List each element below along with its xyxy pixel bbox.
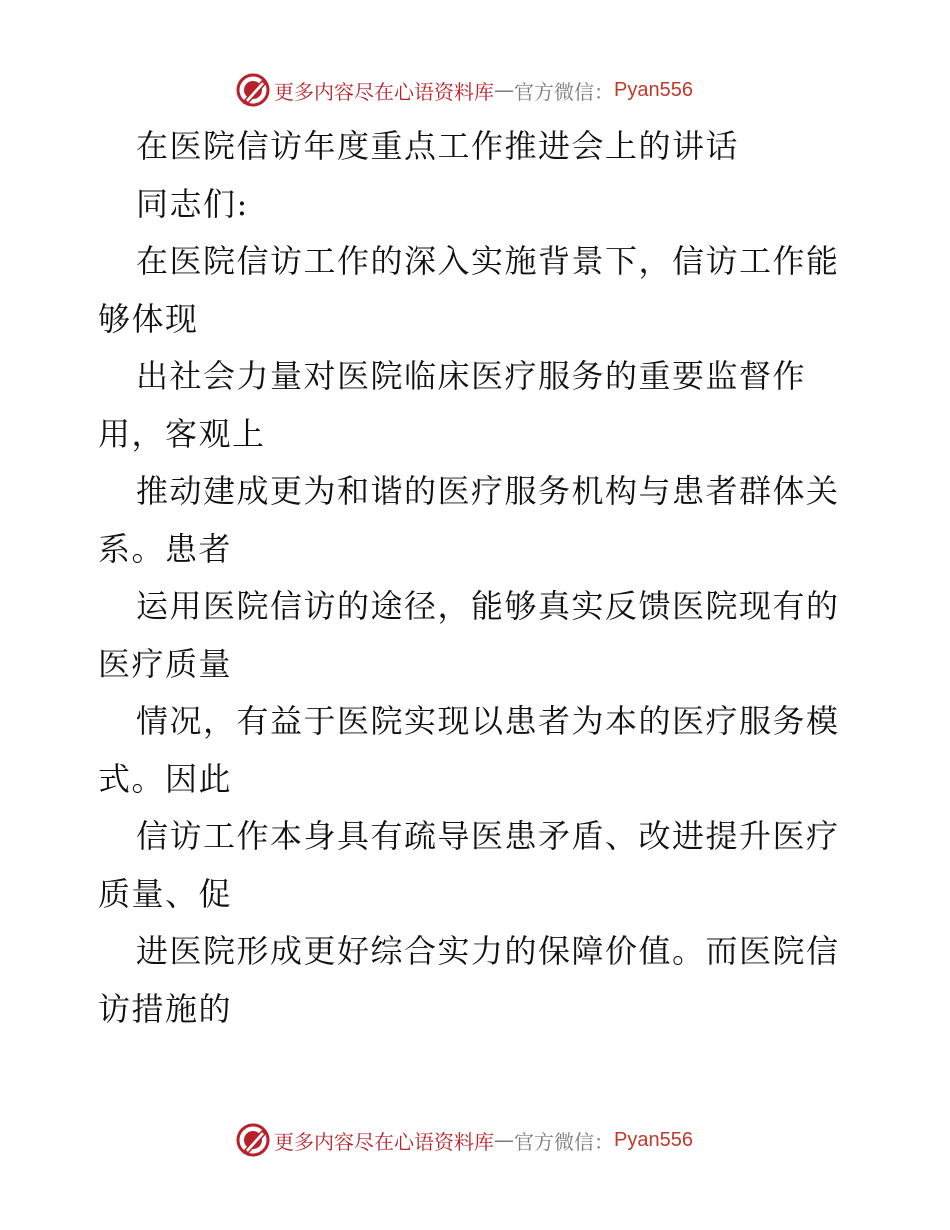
text-line: 出社会力量对医院临床医疗服务的重要监督作 xyxy=(136,357,807,395)
document-title: 在医院信访年度重点工作推进会上的讲话 xyxy=(136,127,740,165)
banner-contact-label: 官方微信： xyxy=(514,1129,614,1154)
text-line: 医疗质量 xyxy=(98,644,233,683)
banner-contact-id: Pyan556 xyxy=(614,78,693,101)
text-line: 系。患者 xyxy=(98,529,233,568)
salutation: 同志们: xyxy=(136,184,249,223)
text-line: 式。因此 xyxy=(98,759,233,798)
text-line: 访措施的 xyxy=(98,989,233,1028)
pen-logo-icon xyxy=(236,1123,270,1157)
document-body xyxy=(98,118,858,1038)
banner-text: 更多内容尽在心语资料库 xyxy=(274,79,494,104)
text-line: 用，客观上 xyxy=(98,414,266,453)
banner-text: 更多内容尽在心语资料库 xyxy=(274,1129,494,1154)
header-banner xyxy=(236,72,693,108)
text-line: 够体现 xyxy=(98,299,199,338)
banner-contact-label: 官方微信： xyxy=(514,79,614,104)
text-line: 在医院信访工作的深入实施背景下，信访工作能 xyxy=(136,242,840,280)
text-line: 推动建成更为和谐的医疗服务机构与患者群体关 xyxy=(136,472,840,510)
text-line: 信访工作本身具有疏导医患矛盾、改进提升医疗 xyxy=(136,817,840,855)
text-line: 质量、促 xyxy=(98,874,233,913)
text-line: 情况，有益于医院实现以患者为本的医疗服务模 xyxy=(136,702,840,740)
banner-separator: — xyxy=(494,78,514,102)
text-line: 进医院形成更好综合实力的保障价值。而医院信 xyxy=(136,932,840,970)
banner-separator: — xyxy=(494,1128,514,1152)
text-line: 运用医院信访的途径，能够真实反馈医院现有的 xyxy=(136,587,840,625)
banner-contact-id: Pyan556 xyxy=(614,1128,693,1151)
pen-logo-icon xyxy=(236,73,270,107)
footer-banner xyxy=(236,1122,693,1158)
